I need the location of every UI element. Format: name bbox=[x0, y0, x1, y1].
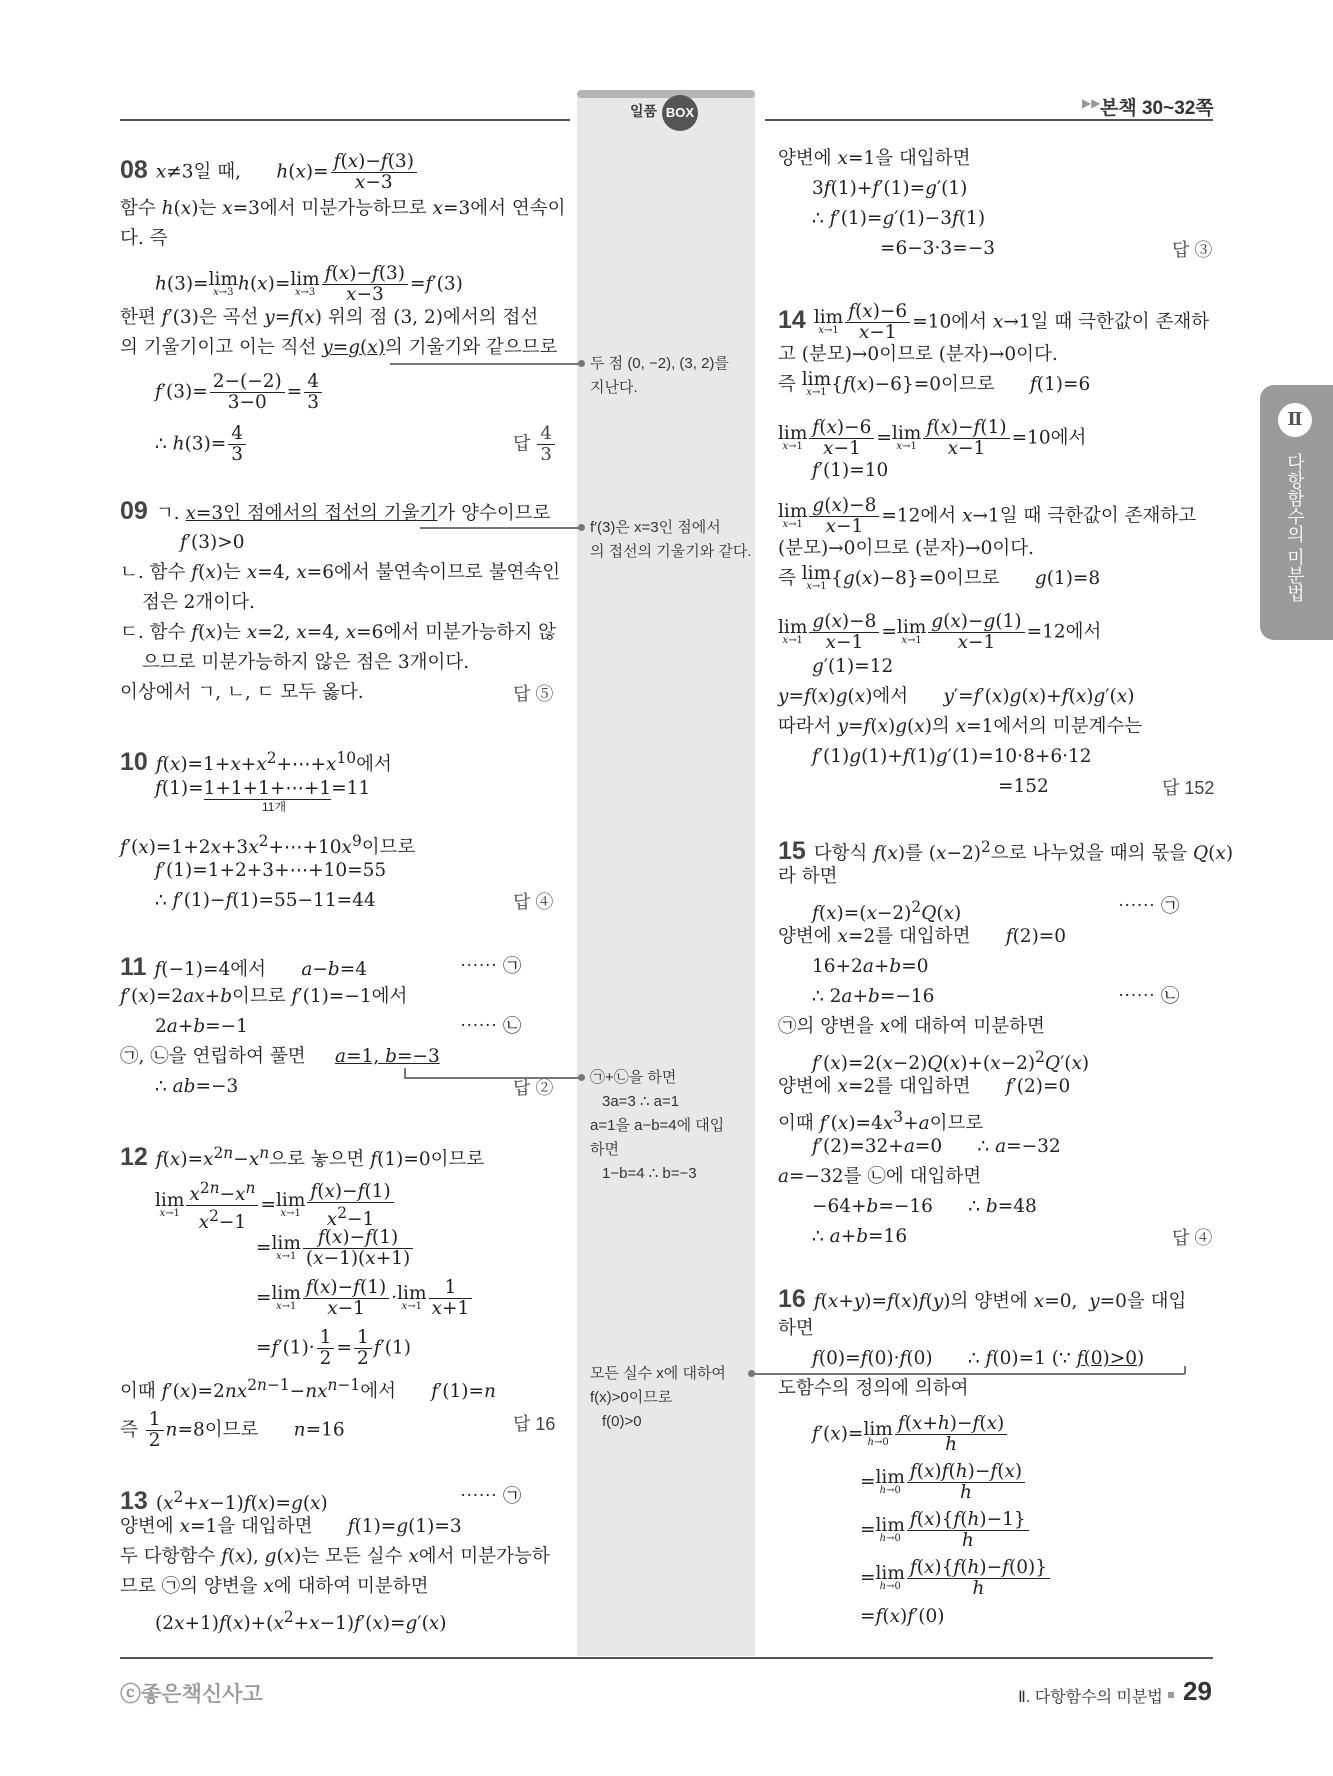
double-arrow-icon: ▶▶ bbox=[1082, 96, 1101, 110]
problem-13-line-3: 두 다항함수 f(x), g(x)는 모든 실수 x에서 미분가능하 bbox=[120, 1546, 550, 1567]
problem-09-line-1: 09 ㄱ. x=3인 점에서의 접선의 기울기가 양수이므로 bbox=[120, 497, 551, 525]
page-ref: 본책 30~32쪽 bbox=[1100, 98, 1214, 119]
problem-13-line-9: =6−3·3=−3 bbox=[880, 238, 995, 259]
problem-14-line-5: f′(1)=10 bbox=[812, 460, 889, 481]
answer-15: 답 ④ bbox=[1172, 1228, 1213, 1248]
problem-08-line-6: 의 기울기이고 이는 직선 y=g(x)의 기울기와 같으므로 bbox=[120, 337, 558, 358]
problem-08-line-2: 함수 h(x)는 x=3에서 미분가능하므로 x=3에서 연속이 bbox=[120, 198, 566, 219]
problem-15-line-13: −64+b=−16 ∴ b=48 bbox=[812, 1196, 1037, 1217]
problem-11-line-3: 2a+b=−1 bbox=[155, 1016, 248, 1037]
problem-13-line-7: 3f(1)+f′(1)=g′(1) bbox=[812, 178, 968, 199]
problem-12-line-3: =lim x→1 $\frac{f(x)-f(1)}{(x-1)(x+1)}$ bbox=[256, 1228, 415, 1269]
problem-09-line-2: f′(3)>0 bbox=[180, 532, 245, 553]
note-2 bbox=[590, 516, 752, 564]
note-leader-3 bbox=[404, 1077, 583, 1079]
problem-14-line-2: 고 (분모)→0이므로 (분자)→0이다. bbox=[778, 344, 1058, 365]
problem-13-line-6: 양변에 x=1을 대입하면 bbox=[778, 148, 971, 169]
problem-08-line-7: f′(3)= $\frac{2-(-2)}{3-0}$ = $\frac{4}{3}$ bbox=[155, 372, 324, 413]
note-1-line-1: 두 점 (0, −2), (3, 2)를 bbox=[590, 355, 729, 372]
note-dot-4 bbox=[748, 1370, 755, 1377]
problem-15-line-12: a=−32를 ㉡에 대입하면 bbox=[778, 1166, 982, 1187]
problem-14-line-10: g′(1)=12 bbox=[812, 656, 894, 677]
box-tab-top bbox=[577, 90, 755, 98]
note-leader-4b bbox=[1184, 1366, 1186, 1374]
problem-14-line-9: lim x→1 $\frac{g(x)-8}{x-1}$ =lim x→1 $\frac{g(x)-g(1)}{x-1}$ =12에서 bbox=[778, 611, 1102, 653]
answer-12: 답 16 bbox=[513, 1414, 556, 1434]
problem-12-line-5: =f′(1)· $\frac{1}{2}$ = $\frac{1}{2}$ f′(1) bbox=[256, 1327, 412, 1369]
publisher-logo: ⓒ좋은책신사고 bbox=[120, 1683, 263, 1706]
problem-15-line-14: ∴ a+b=16 bbox=[812, 1226, 908, 1247]
problem-12-line-2: lim x→1 $\frac{x^{2n}-x^n}{x^2-1}$ =lim x→1 $\frac{f(x)-f(1)}{x^2-1}$ bbox=[155, 1178, 396, 1233]
note-3-line-2: 3a=3 ∴ a=1 bbox=[602, 1093, 680, 1110]
problem-16-line-1: 16 f(x+y)=f(x)f(y)의 양변에 x=0, y=0을 대입 bbox=[778, 1285, 1187, 1313]
problem-09-line-7: 이상에서 ㄱ, ㄴ, ㄷ 모두 옳다. bbox=[120, 682, 364, 703]
problem-14-line-12: 따라서 y=f(x)g(x)의 x=1에서의 미분계수는 bbox=[778, 716, 1143, 737]
note-4-line-2: f(x)>0이므로 bbox=[590, 1389, 673, 1406]
note-leader-2 bbox=[420, 527, 583, 529]
note-3-line-3: a=1을 a−b=4에 대입 bbox=[590, 1117, 725, 1134]
note-2-line-2: 의 접선의 기울기와 같다. bbox=[590, 543, 752, 560]
note-dot-2 bbox=[578, 524, 585, 531]
note-3-line-1: ㉠+㉡을 하면 bbox=[590, 1069, 677, 1086]
problem-15-line-10: 이때 $f'(x)=4x^3+a$이므로 bbox=[778, 1108, 984, 1135]
problem-16-line-3: f(0)=f(0)·f(0) ∴ f(0)=1 (∵ f(0)>0) bbox=[812, 1348, 1145, 1369]
problem-08-line-4: h(3)=lim x→3 h(x)=lim x→3 $\frac{f(x)-f(3)}{x-3}$ =f′(3) bbox=[155, 263, 463, 305]
note-4-line-1: 모든 실수 x에 대하여 bbox=[590, 1365, 726, 1382]
problem-number: 11 bbox=[120, 953, 147, 981]
problem-number: 13 bbox=[120, 1487, 148, 1516]
problem-08-line-1: 08 x≠3일 때, h(x)= $\frac{f(x)-f(3)}{x-3}$ bbox=[120, 152, 419, 193]
chapter-roman-numeral: Ⅱ bbox=[1278, 403, 1312, 437]
footer-chapter: Ⅱ. 다항함수의 미분법 bbox=[1018, 1689, 1163, 1706]
note-dot-1 bbox=[578, 360, 585, 367]
problem-16-line-4: 도함수의 정의에 의하여 bbox=[778, 1378, 969, 1399]
problem-14-line-3: 즉 lim x→1 {f(x)−6}=0이므로 f(1)=6 bbox=[778, 369, 1091, 398]
answer-08: 답 $\frac{4}{3}$ bbox=[513, 424, 557, 465]
answer-10: 답 ④ bbox=[513, 892, 554, 912]
chapter-tab-label: 다항함수의 미분법 bbox=[1285, 453, 1305, 603]
problem-12-line-7: 즉 $\frac{1}{2}$ n=8이므로 n=16 bbox=[120, 1409, 345, 1451]
note-leader-4 bbox=[750, 1373, 1185, 1375]
problem-13-line-5: $(2x+1)f(x)+(x^2+x-1)f'(x)=g'(x)$ bbox=[155, 1608, 447, 1635]
problem-14-line-7: (분모)→0이므로 (분자)→0이다. bbox=[778, 538, 1035, 559]
problem-number: 10 bbox=[120, 748, 148, 777]
note-1-line-2: 지난다. bbox=[590, 379, 638, 396]
problem-14-line-1: 14 lim x→1 $\frac{f(x)-6}{x-1}$ =10에서 x→1일 때 극한값이 존재하 bbox=[778, 301, 1210, 343]
problem-14-line-13: f′(1)g(1)+f(1)g′(1)=10·8+6·12 bbox=[812, 746, 1092, 767]
problem-08-line-8: ∴ h(3)= $\frac{4}{3}$ bbox=[155, 424, 248, 465]
eq-label-1: ⋯⋯ ㉠ bbox=[460, 956, 522, 977]
note-4 bbox=[590, 1362, 726, 1434]
problem-10-line-5: ∴ f′(1)−f(1)=55−11=44 bbox=[155, 890, 376, 911]
problem-09-line-4: 점은 2개이다. bbox=[142, 592, 255, 613]
problem-16-line-5: f′(x)=lim h→0 $\frac{f(x+h)-f(x)}{h}$ bbox=[812, 1414, 1009, 1455]
footer-separator bbox=[1168, 1692, 1174, 1698]
note-dot-3 bbox=[578, 1074, 585, 1081]
problem-13-line-1: 13 $(x^2+x-1)f(x)=g(x)$ bbox=[120, 1487, 328, 1516]
eq-label-2: ⋯⋯ ㉡ bbox=[460, 1016, 522, 1037]
problem-10-line-3: $f'(x)=1+2x+3x^2+\cdots+10x^9$이므로 bbox=[120, 832, 416, 859]
problem-14-line-11: y=f(x)g(x)에서 y′=f′(x)g(x)+f(x)g′(x) bbox=[778, 686, 1135, 707]
problem-10-line-4: f′(1)=1+2+3+⋯+10=55 bbox=[155, 860, 387, 881]
problem-15-line-2: 라 하면 bbox=[778, 866, 838, 887]
problem-16-line-9: =f(x)f′(0) bbox=[860, 1606, 945, 1627]
problem-12-line-6: 이때 $f'(x)=2nx^{2n-1}-nx^{n-1}$에서 f′(1)=n bbox=[120, 1376, 496, 1403]
problem-09-line-3: ㄴ. 함수 f(x)는 x=4, x=6에서 불연속이므로 불연속인 bbox=[120, 562, 561, 583]
problem-16-line-7: =lim h→0 $\frac{f(x)\{f(h)-1\}}{h}$ bbox=[860, 1510, 1031, 1551]
problem-15-line-9: 양변에 x=2를 대입하면 f′(2)=0 bbox=[778, 1076, 1071, 1097]
problem-16-line-2: 하면 bbox=[778, 1318, 814, 1339]
problem-13-line-4: 므로 ㉠의 양변을 x에 대하여 미분하면 bbox=[120, 1576, 429, 1597]
note-leader-1 bbox=[390, 363, 583, 365]
problem-number: 14 bbox=[778, 305, 806, 334]
page-number: 29 bbox=[1183, 1676, 1212, 1706]
note-3 bbox=[590, 1066, 724, 1186]
problem-09-line-6: 으므로 미분가능하지 않은 점은 3개이다. bbox=[142, 652, 470, 673]
problem-15-line-3: $f(x)=(x-2)^2Q(x)$ bbox=[812, 898, 962, 925]
problem-10-line-1: 10 $f(x)=1+x+x^2+\cdots+x^{10}$에서 bbox=[120, 748, 392, 777]
problem-number: 12 bbox=[120, 1143, 148, 1172]
problem-11-line-2: f′(x)=2ax+b이므로 f′(1)=−1에서 bbox=[120, 986, 408, 1007]
problem-number: 09 bbox=[120, 497, 148, 525]
problem-10-brace-label: 11개 bbox=[262, 800, 287, 814]
note-3-line-4: 하면 bbox=[590, 1141, 619, 1158]
problem-10-line-2: f(1)=1+1+1+⋯+1=11 bbox=[155, 778, 371, 799]
eq-label-5: ⋯⋯ ㉡ bbox=[1118, 986, 1180, 1007]
problem-09-line-5: ㄷ. 함수 f(x)는 x=2, x=4, x=6에서 미분가능하지 않 bbox=[120, 622, 557, 643]
problem-11-line-4: ㉠, ㉡을 연립하여 풀면 a=1, b=−3 bbox=[120, 1046, 440, 1067]
problem-15-line-8: $f'(x)=2(x-2)Q(x)+(x-2)^2Q'(x)$ bbox=[812, 1048, 1090, 1075]
problem-12-line-1: 12 $f(x)=x^{2n}-x^n$으로 놓으면 f(1)=0이므로 bbox=[120, 1143, 485, 1172]
header-rule-left bbox=[120, 119, 570, 121]
problem-number: 15 bbox=[778, 837, 806, 866]
problem-15-line-11: f′(2)=32+a=0 ∴ a=−32 bbox=[812, 1136, 1061, 1157]
problem-15-line-1: 15 다항식 f(x)를 $(x-2)^2$으로 나누었을 때의 몫을 Q(x) bbox=[778, 837, 1234, 866]
problem-13-line-2: 양변에 x=1을 대입하면 f(1)=g(1)=3 bbox=[120, 1516, 462, 1537]
note-2-line-1: f′(3)은 x=3인 점에서 bbox=[590, 519, 721, 536]
problem-08-line-5: 한편 f′(3)은 곡선 y=f(x) 위의 점 (3, 2)에서의 접선 bbox=[120, 307, 539, 328]
problem-14-line-6: lim x→1 $\frac{g(x)-8}{x-1}$ =12에서 x→1일 때 극한값이 존재하고 bbox=[778, 495, 1197, 537]
answer-09: 답 ⑤ bbox=[513, 684, 554, 704]
chapter-side-tab bbox=[1260, 385, 1333, 640]
problem-14-line-14: =152 bbox=[998, 776, 1049, 797]
problem-number: 16 bbox=[778, 1285, 806, 1313]
problem-15-line-5: 16+2a+b=0 bbox=[812, 956, 929, 977]
note-1 bbox=[590, 352, 729, 400]
problem-15-line-6: ∴ 2a+b=−16 bbox=[812, 986, 935, 1007]
problem-15-line-4: 양변에 x=2를 대입하면 f(2)=0 bbox=[778, 926, 1067, 947]
problem-15-line-7: ㉠의 양변을 x에 대하여 미분하면 bbox=[778, 1016, 1045, 1037]
problem-14-line-4: lim x→1 $\frac{f(x)-6}{x-1}$ =lim x→1 $\frac{f(x)-f(1)}{x-1}$ =10에서 bbox=[778, 417, 1087, 459]
footer-rule bbox=[120, 1657, 1213, 1659]
box-badge: BOX bbox=[662, 95, 698, 131]
problem-16-line-8: =lim h→0 $\frac{f(x)\{f(h)-f(0)\}}{h}$ bbox=[860, 1558, 1052, 1599]
eq-label-3: ⋯⋯ ㉠ bbox=[460, 1486, 522, 1507]
problem-14-line-8: 즉 lim x→1 {g(x)−8}=0이므로 g(1)=8 bbox=[778, 563, 1101, 592]
note-3-line-5: 1−b=4 ∴ b=−3 bbox=[602, 1165, 697, 1182]
problem-11-line-1: 11 f(−1)=4에서 a−b=4 bbox=[120, 953, 367, 981]
problem-13-line-8: ∴ f′(1)=g′(1)−3f(1) bbox=[812, 208, 986, 229]
answer-11: 답 ② bbox=[513, 1078, 554, 1098]
problem-12-line-4: =lim x→1 $\frac{f(x)-f(1)}{x-1}$ ·lim x→1 $\frac{1}{x+1}$ bbox=[256, 1278, 474, 1319]
problem-number: 08 bbox=[120, 155, 148, 184]
eq-label-4: ⋯⋯ ㉠ bbox=[1118, 896, 1180, 917]
problem-11-line-5: ∴ ab=−3 bbox=[155, 1076, 239, 1097]
box-label: 일품 bbox=[630, 103, 658, 119]
problem-16-line-6: =lim h→0 $\frac{f(x)f(h)-f(x)}{h}$ bbox=[860, 1462, 1027, 1503]
note-4-line-3: f(0)>0 bbox=[602, 1413, 642, 1430]
answer-13: 답 ③ bbox=[1172, 240, 1213, 260]
answer-14: 답 152 bbox=[1162, 778, 1215, 798]
problem-08-line-3: 다. 즉 bbox=[120, 228, 168, 249]
